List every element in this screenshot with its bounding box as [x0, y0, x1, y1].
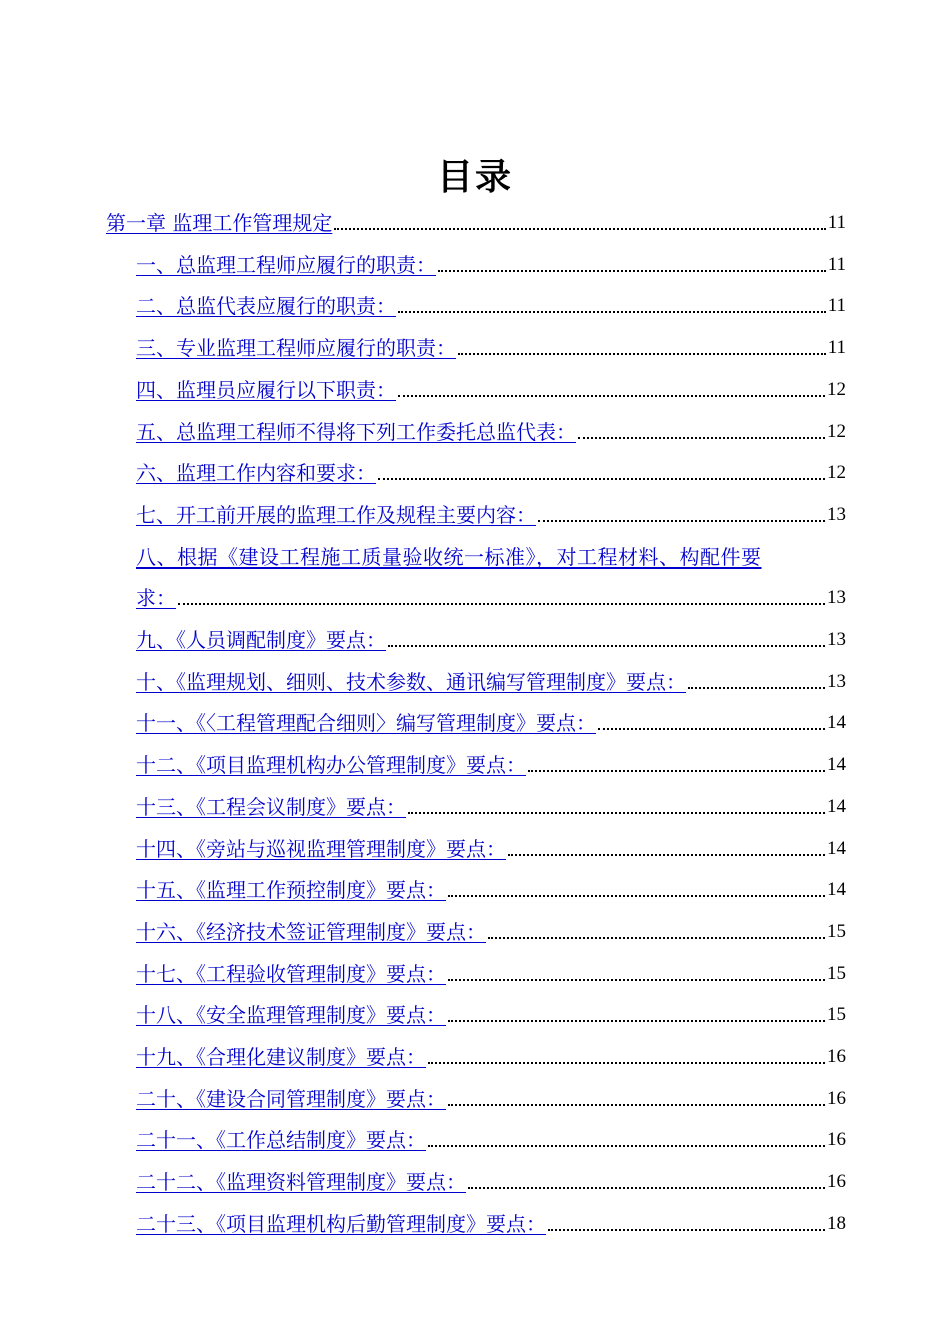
toc-section-entry[interactable] [136, 746, 846, 778]
dot-leader [578, 437, 825, 439]
page-number: 15 [827, 962, 846, 984]
toc-link[interactable]: 十八、《安全监理管理制度》要点： [136, 1003, 446, 1028]
dot-leader [488, 937, 825, 939]
dot-leader [388, 645, 825, 647]
toc-link[interactable]: 十一、《〈工程管理配合细则〉编写管理制度》要点： [136, 711, 596, 736]
page-number: 13 [827, 503, 846, 525]
dot-leader [548, 1229, 825, 1231]
dot-leader [598, 728, 825, 730]
page-number: 13 [827, 670, 846, 692]
dot-leader [398, 395, 825, 397]
toc-section-entry[interactable] [136, 1038, 846, 1070]
toc-section-entry[interactable] [136, 413, 846, 445]
dot-leader [428, 1145, 825, 1147]
toc-link[interactable]: 六、监理工作内容和要求： [136, 461, 376, 486]
page-number: 14 [827, 712, 846, 734]
toc-section-entry[interactable] [136, 1121, 846, 1153]
toc-section-entry[interactable] [136, 996, 846, 1028]
toc-section-entry[interactable] [136, 913, 846, 945]
page-number: 13 [827, 629, 846, 650]
toc-section-entry[interactable] [136, 329, 846, 361]
toc-section-entry[interactable] [136, 830, 846, 862]
page-number: 18 [827, 1212, 846, 1234]
dot-leader [334, 228, 825, 230]
toc-chapter-entry[interactable] [106, 204, 846, 236]
dot-leader [528, 770, 825, 772]
toc-section-entry[interactable] [136, 246, 846, 278]
toc-section-entry[interactable] [136, 454, 846, 486]
toc-section-entry[interactable] [136, 1163, 846, 1195]
toc-section-entry[interactable] [136, 663, 846, 695]
page-number: 16 [827, 1087, 846, 1109]
page-number: 14 [827, 754, 846, 776]
toc-section-entry[interactable] [136, 1080, 846, 1112]
toc-section-entry[interactable] [136, 788, 846, 820]
toc-link[interactable]: 十九、《合理化建议制度》要点： [136, 1045, 426, 1069]
toc-entry-line2[interactable] [136, 579, 846, 611]
page-number: 14 [827, 795, 846, 817]
dot-leader [428, 1062, 825, 1064]
toc-link[interactable]: 十三、《工程会议制度》要点： [136, 794, 406, 819]
page-number: 11 [827, 253, 846, 275]
toc-link[interactable]: 八、根据《建设工程施工质量验收统一标准》，对工程材料、构配件要 [136, 544, 762, 569]
dot-leader [178, 603, 825, 605]
toc-link[interactable]: 求： [136, 586, 176, 611]
dot-leader [448, 895, 825, 897]
toc-link[interactable]: 十六、《经济技术签证管理制度》要点： [136, 919, 486, 944]
toc-link[interactable]: 十、《监理规划、细则、技术参数、通讯编写管理制度》要点： [136, 669, 686, 694]
page-number: 14 [827, 879, 846, 901]
toc-entry-line1[interactable] [136, 538, 846, 570]
dot-leader [458, 353, 826, 355]
toc-link[interactable]: 十七、《工程验收管理制度》要点： [136, 961, 446, 986]
toc-section-entry[interactable] [136, 1205, 846, 1237]
toc-link[interactable]: 二十三、《项目监理机构后勤管理制度》要点： [136, 1211, 546, 1236]
dot-leader [448, 979, 825, 981]
toc-link[interactable]: 十四、《旁站与巡视监理管理制度》要点： [136, 836, 506, 861]
toc-link[interactable]: 第一章 监理工作管理规定 [106, 211, 333, 235]
page-number: 16 [827, 1171, 846, 1193]
page-number: 12 [827, 462, 846, 484]
page-number: 16 [827, 1046, 846, 1067]
toc-link[interactable]: 五、总监理工程师不得将下列工作委托总监代表： [136, 419, 576, 444]
toc-section-entry[interactable] [136, 955, 846, 987]
dot-leader [448, 1104, 825, 1106]
toc-link[interactable]: 一、总监理工程师应履行的职责： [136, 252, 436, 277]
page-number: 11 [827, 212, 846, 233]
page-number: 11 [827, 295, 846, 317]
toc-link[interactable]: 三、专业监理工程师应履行的职责： [136, 336, 456, 361]
toc-section-entry[interactable] [136, 371, 846, 403]
toc-link[interactable]: 九、《人员调配制度》要点： [136, 628, 386, 652]
dot-leader [438, 270, 826, 272]
toc-title: 目录 [436, 157, 513, 198]
dot-leader [378, 478, 825, 480]
page-number: 12 [827, 420, 846, 442]
toc-link[interactable]: 二十二、《监理资料管理制度》要点： [136, 1170, 466, 1195]
toc-link[interactable]: 四、监理员应履行以下职责： [136, 377, 396, 402]
page-number: 12 [827, 378, 846, 400]
dot-leader [538, 520, 825, 522]
toc-link[interactable]: 十二、《项目监理机构办公管理制度》要点： [136, 753, 526, 778]
page-number: 15 [827, 920, 846, 942]
page-number: 13 [827, 587, 846, 609]
dot-leader [688, 687, 825, 689]
toc-section-entry[interactable] [136, 287, 846, 319]
toc-section-entry[interactable] [136, 621, 846, 653]
dot-leader [468, 1187, 825, 1189]
toc-section-entry[interactable] [136, 704, 846, 736]
toc-link[interactable]: 二十一、《工作总结制度》要点： [136, 1128, 426, 1153]
toc-link[interactable]: 十五、《监理工作预控制度》要点： [136, 878, 446, 903]
toc-link[interactable]: 二十、《建设合同管理制度》要点： [136, 1086, 446, 1111]
dot-leader [508, 854, 825, 856]
toc-link[interactable]: 二、总监代表应履行的职责： [136, 294, 396, 319]
page-number: 16 [827, 1129, 846, 1151]
page-number: 14 [827, 837, 846, 859]
page-number: 15 [827, 1004, 846, 1026]
dot-leader [398, 311, 826, 313]
toc-section-entry[interactable] [136, 496, 846, 528]
dot-leader [448, 1020, 825, 1022]
page-number: 11 [827, 337, 846, 359]
toc-link[interactable]: 七、开工前开展的监理工作及规程主要内容： [136, 502, 536, 527]
dot-leader [408, 812, 825, 814]
toc-section-entry[interactable] [136, 871, 846, 903]
